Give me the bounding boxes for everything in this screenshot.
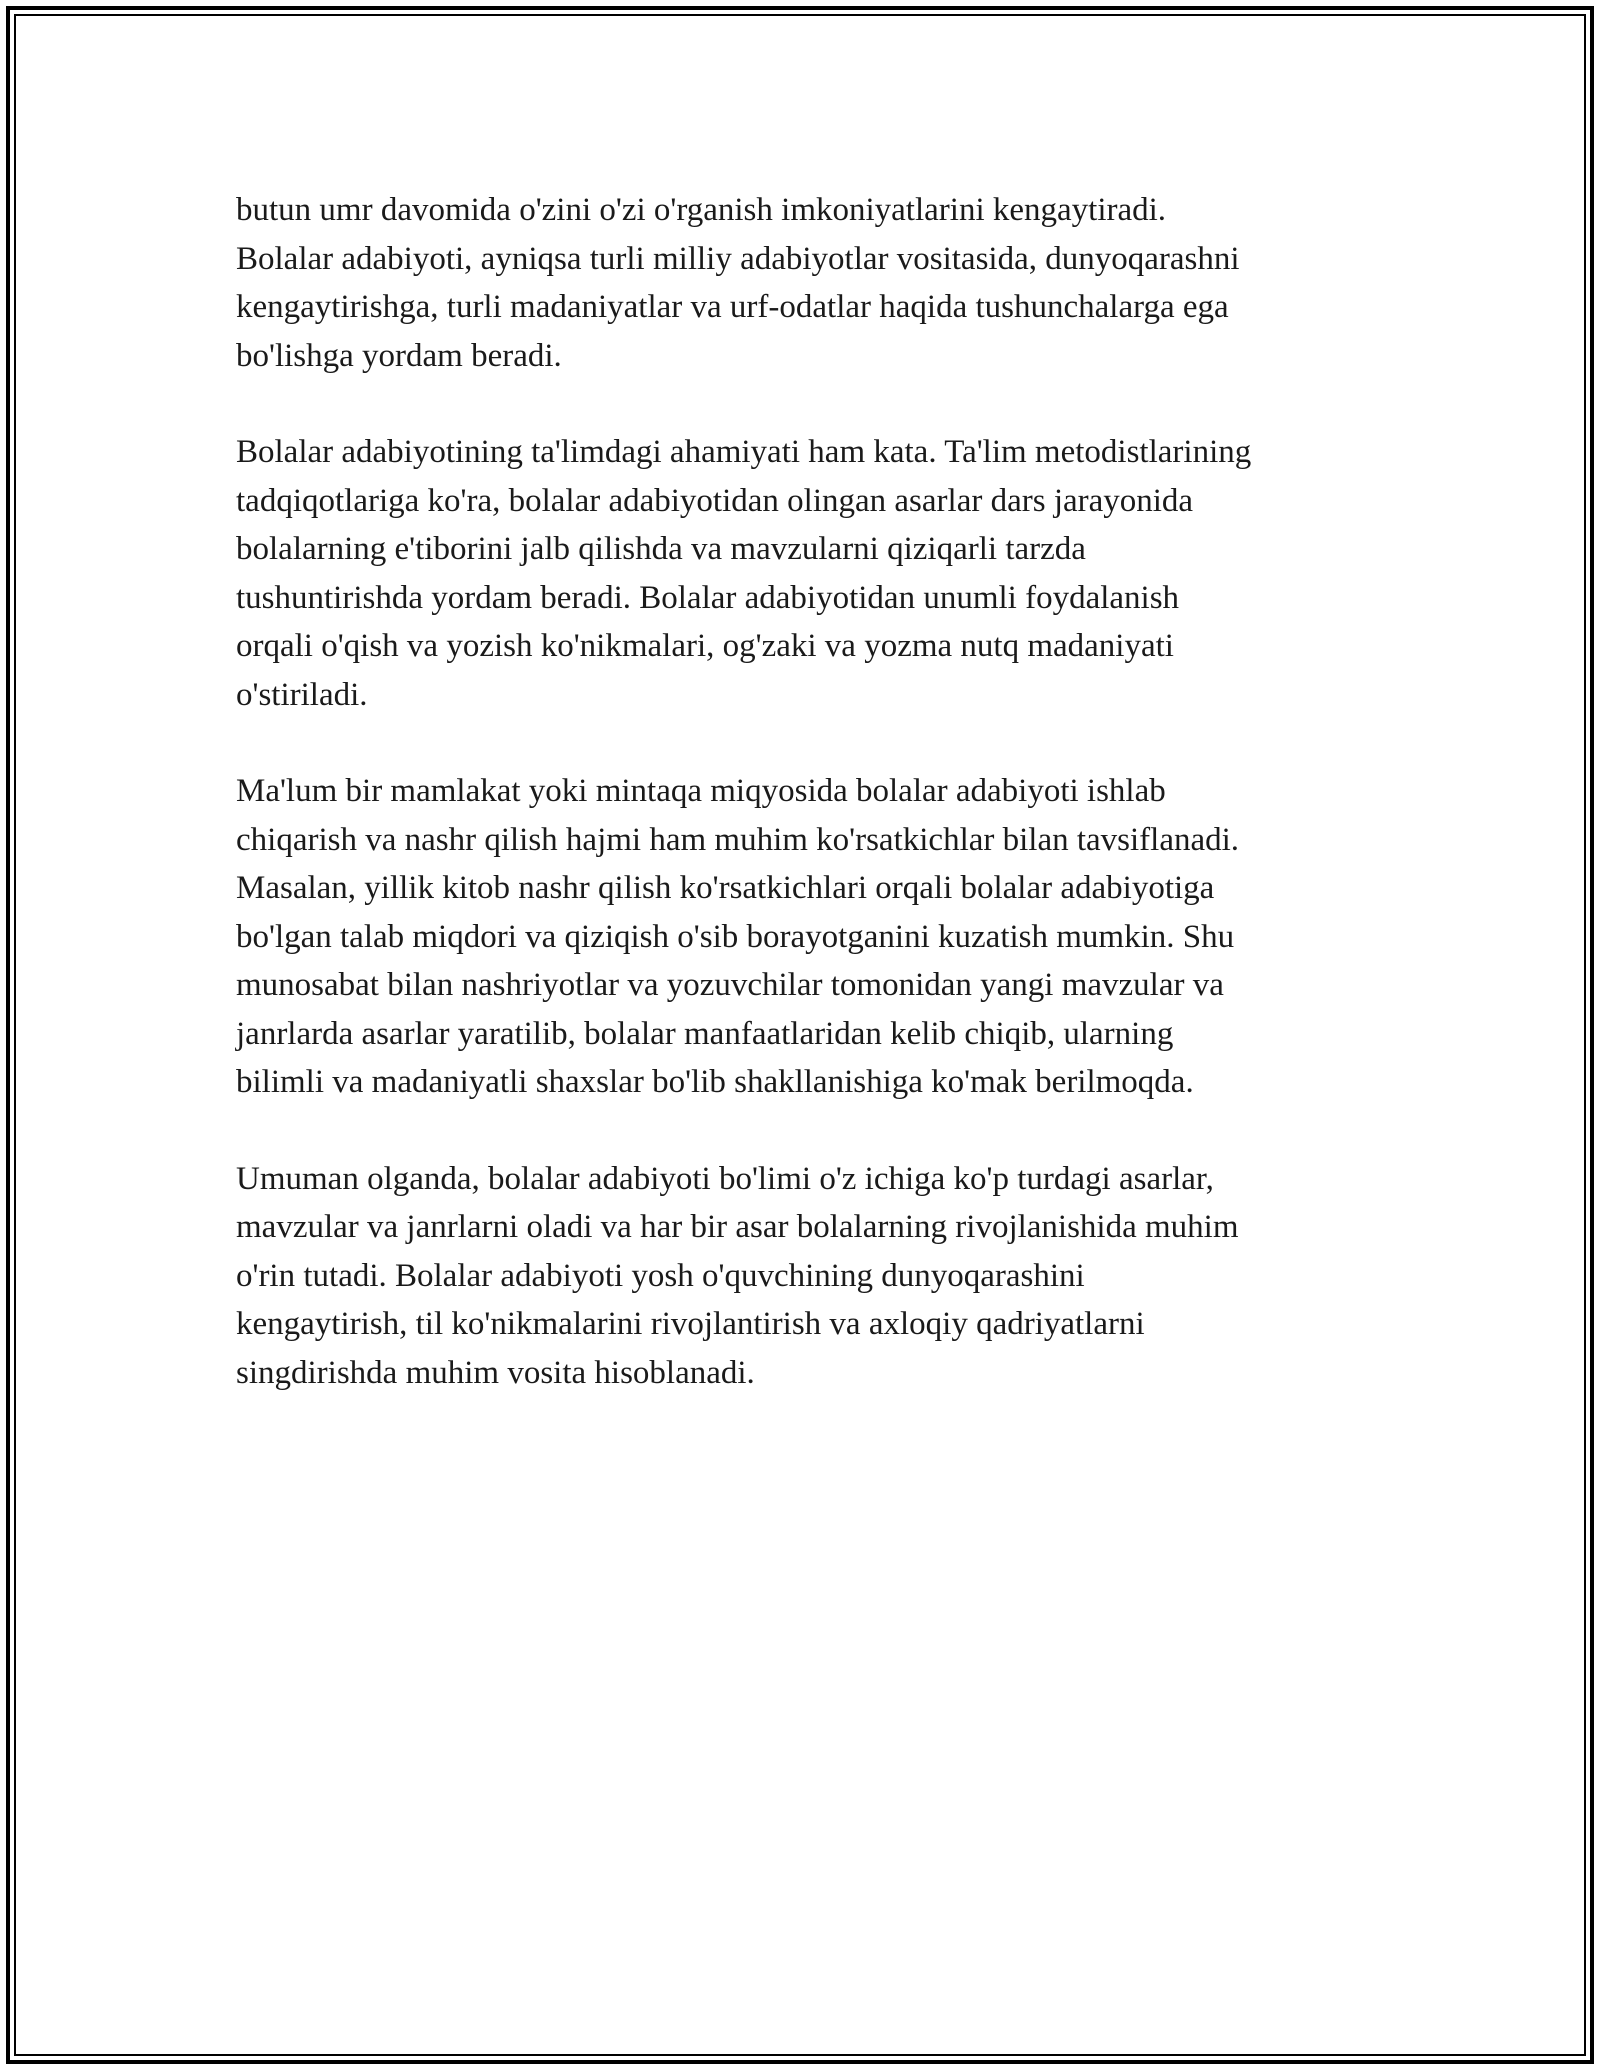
paragraph-2: Bolalar adabiyotining ta'limdagi ahamiyati ham kata. Ta'lim metodistlarining tadqiqotlariga ko'ra, bolalar adabiyotidan olingan asarlar dars jarayonida bolalarning e'tiborini jalb qilishda va mavzularni qiziqarli tarzda tushuntirishda yordam beradi. Bolalar adabiyotidan unumli foydalanish orqali o'qish va yozish ko'nikmalari, og'zaki va yozma nutq madaniyati o'stiriladi. bbox=[236, 434, 1252, 713]
document-body bbox=[236, 186, 1386, 1445]
paragraph-1: butun umr davomida o'zini o'zi o'rganish imkoniyatlarini kengaytiradi. Bolalar adabiyoti, ayniqsa turli milliy adabiyotlar vositasida, dunyoqarashni kengaytirishga, turli madaniyatlar va urf-odatlar haqida tushunchalarga ega bo'lishga yordam beradi. bbox=[236, 192, 1240, 374]
paragraph-3: Ma'lum bir mamlakat yoki mintaqa miqyosida bolalar adabiyoti ishlab chiqarish va nashr qilish hajmi ham muhim ko'rsatkichlar bilan tavsiflanadi. Masalan, yillik kitob nashr qilish ko'rsatkichlari orqali bolalar adabiyotiga bo'lgan talab miqdori va qiziqish o'sib borayotganini kuzatish mumkin. Shu munosabat bilan nashriyotlar va yozuvchilar tomonidan yangi mavzular va janrlarda asarlar yaratilib, bolalar manfaatlaridan kelib chiqib, ularning bilimli va madaniyatli shaxslar bo'lib shakllanishiga ko'mak berilmoqda. bbox=[236, 773, 1240, 1100]
paragraph-4: Umuman olganda, bolalar adabiyoti bo'limi o'z ichiga ko'p turdagi asarlar, mavzular va janrlarni oladi va har bir asar bolalarning rivojlanishida muhim o'rin tutadi. Bolalar adabiyoti yosh o'quvchining dunyoqarashini kengaytirish, til ko'nikmalarini rivojlantirish va axloqiy qadriyatlarni singdirishda muhim vosita hisoblanadi. bbox=[236, 1160, 1239, 1391]
